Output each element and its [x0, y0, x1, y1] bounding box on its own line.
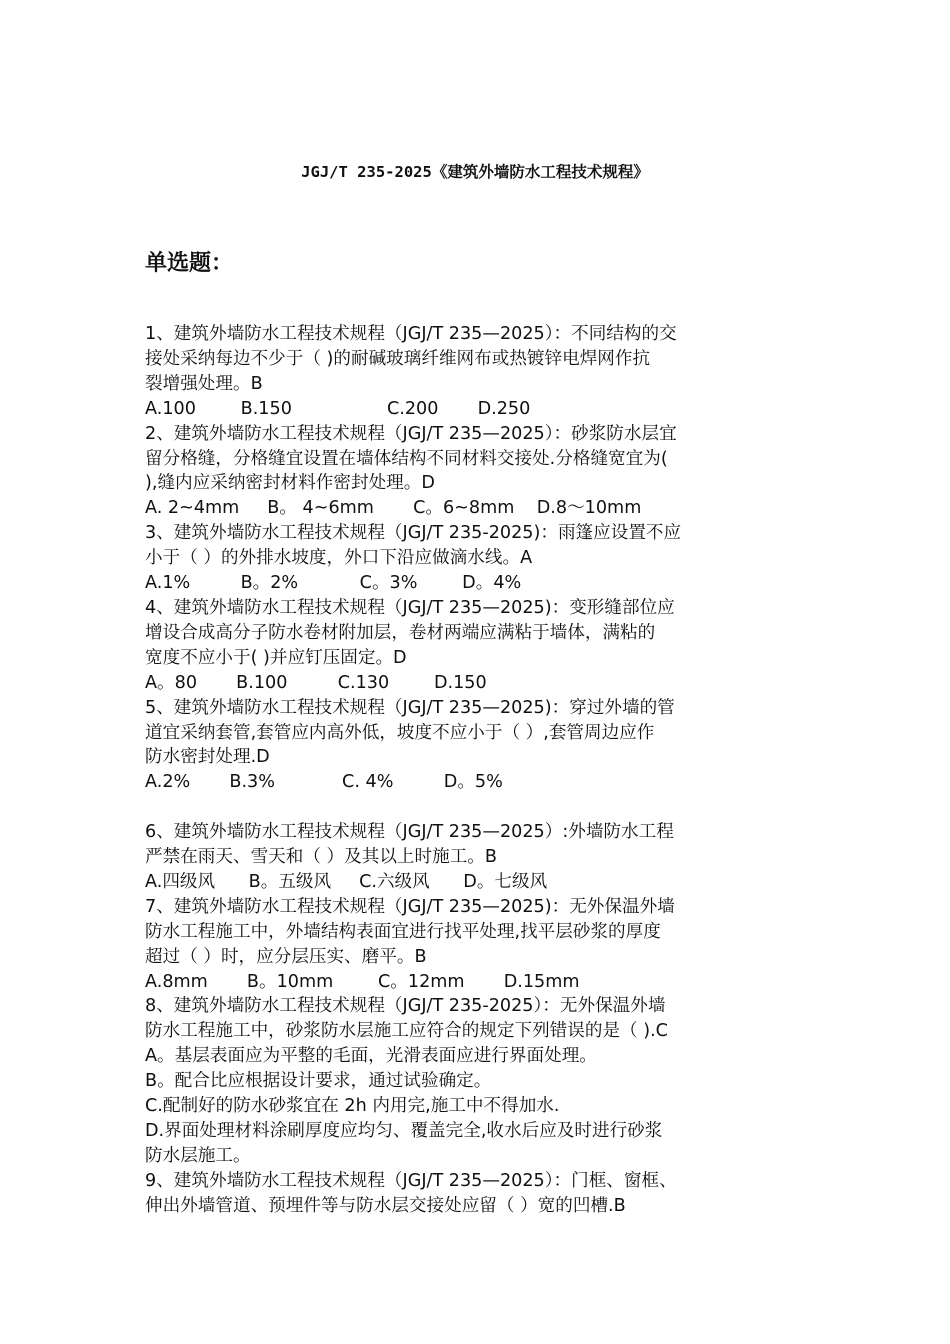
- document-title: JGJ/T 235-2025《建筑外墙防水工程技术规程》: [301, 163, 649, 181]
- q4-line-2: 增设合成高分子防水卷材附加层，卷材两端应满粘于墙体，满粘的: [145, 622, 656, 643]
- q3-line-1: 3、建筑外墙防水工程技术规程（JGJ/T 235-2025)：雨篷应设置不应: [145, 523, 682, 544]
- q8-option-d: D.界面处理材料涂刷厚度应均匀、覆盖完全,收水后应及时进行砂浆: [145, 1120, 663, 1141]
- q3-line-2: 小于（ ）的外排水坡度，外口下沿应做滴水线。A: [145, 548, 533, 569]
- q3-options: A.1% B。2% C。3% D。4%: [145, 573, 522, 594]
- q2-line-2: 留分格缝，分格缝宜设置在墙体结构不同材料交接处.分格缝宽宜为(: [145, 448, 668, 469]
- q1-options: A.100 B.150 C.200 D.250: [145, 398, 531, 419]
- q5-line-2: 道宜采纳套管,套管应内高外低，坡度不应小于（ ）,套管周边应作: [145, 722, 655, 743]
- q5-options: A.2% B.3% C. 4% D。5%: [145, 772, 503, 793]
- q7-line-2: 防水工程施工中，外墙结构表面宜进行找平处理,找平层砂浆的厚度: [145, 921, 661, 942]
- q4-line-3: 宽度不应小于( )并应钉压固定。D: [145, 647, 407, 668]
- q6-line-2: 严禁在雨天、雪天和（ ）及其以上时施工。B: [145, 847, 497, 868]
- q9-line-1: 9、建筑外墙防水工程技术规程（JGJ/T 235—2025）：门框、窗框、: [145, 1170, 677, 1191]
- q7-line-1: 7、建筑外墙防水工程技术规程（JGJ/T 235—2025)：无外保温外墙: [145, 896, 675, 917]
- q6-line-1: 6、建筑外墙防水工程技术规程（JGJ/T 235—2025）:外墙防水工程: [145, 822, 674, 843]
- q7-line-3: 超过（ ）时，应分层压实、磨平。B: [145, 946, 427, 967]
- question-list: [145, 322, 810, 1219]
- q8-line-2: 防水工程施工中，砂浆防水层施工应符合的规定下列错误的是（ ).C: [145, 1021, 668, 1042]
- q4-line-1: 4、建筑外墙防水工程技术规程（JGJ/T 235—2025)：变形缝部位应: [145, 597, 675, 618]
- q7-options: A.8mm B。10mm C。12mm D.15mm: [145, 971, 580, 992]
- q2-line-3: ),缝内应采纳密封材料作密封处理。D: [145, 473, 435, 494]
- q5-line-3: 防水密封处理.D: [145, 747, 270, 768]
- blank-line: [145, 795, 810, 820]
- section-heading: 单选题：: [145, 251, 234, 276]
- q8-option-b: B。配合比应根据设计要求，通过试验确定。: [145, 1071, 492, 1092]
- q1-line-1: 1、建筑外墙防水工程技术规程（JGJ/T 235—2025）：不同结构的交: [145, 324, 677, 344]
- q6-options: A.四级风 B。五级风 C.六级风 D。七级风: [145, 871, 548, 892]
- q8-option-a: A。基层表面应为平整的毛面，光滑表面应进行界面处理。: [145, 1046, 597, 1067]
- q4-options: A。80 B.100 C.130 D.150: [145, 672, 487, 693]
- q9-line-2: 伸出外墙管道、预埋件等与防水层交接处应留（ ）宽的凹槽.B: [145, 1195, 626, 1216]
- q1-line-3: 裂增强处理。B: [145, 373, 263, 394]
- q8-option-d-cont: 防水层施工。: [145, 1145, 251, 1166]
- q2-line-1: 2、建筑外墙防水工程技术规程（JGJ/T 235—2025）：砂浆防水层宜: [145, 423, 677, 444]
- q5-line-1: 5、建筑外墙防水工程技术规程（JGJ/T 235—2025)：穿过外墙的管: [145, 697, 675, 718]
- q8-option-c: C.配制好的防水砂浆宜在 2h 内用完,施工中不得加水.: [145, 1096, 560, 1117]
- q2-options: A. 2~4mm B。 4~6mm C。6~8mm D.8～10mm: [145, 498, 642, 519]
- q8-line-1: 8、建筑外墙防水工程技术规程（JGJ/T 235-2025）：无外保温外墙: [145, 996, 666, 1017]
- q1-line-2: 接处采纳每边不少于（ )的耐碱玻璃纤维网布或热镀锌电焊网作抗: [145, 348, 651, 369]
